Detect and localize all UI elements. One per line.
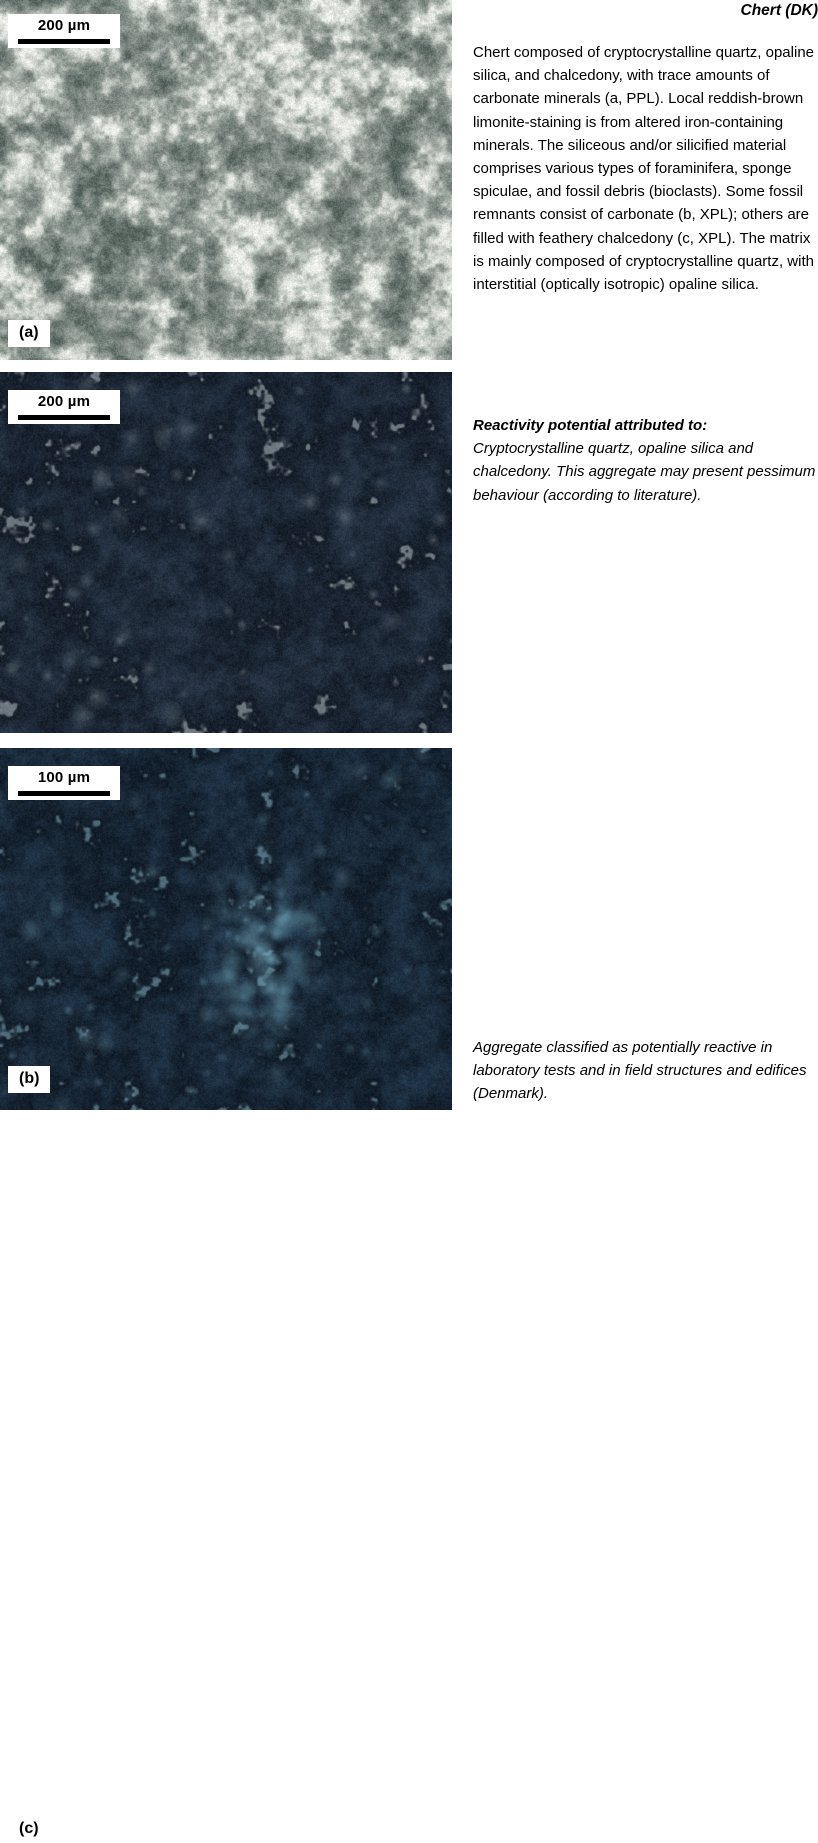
scale-bar-label-b: 200 µm <box>18 393 110 411</box>
scale-bar-rule-c <box>18 791 110 796</box>
page-title: Chert (DK) <box>741 1 818 21</box>
classification-paragraph: Aggregate classified as potentially reactive in laboratory tests and in field structures and edifices (Denmark). <box>473 1036 818 1106</box>
text-column <box>473 0 818 1110</box>
scale-bar-label-a: 200 µm <box>18 17 110 35</box>
panel-tag-a: (a) <box>8 320 50 347</box>
reactivity-heading: Reactivity potential attributed to: <box>473 414 818 437</box>
micrograph-panel-c <box>0 748 452 1110</box>
scale-bar-rule-a <box>18 39 110 44</box>
micrograph-image-c <box>0 748 452 1110</box>
description-paragraph: Chert composed of cryptocrystalline quartz, opaline silica, and chalcedony, with trace amounts of carbonate minerals (a, PPL). Local reddish-brown limonite-staining is from altered iron-containing minerals. The siliceous and/or silicified material comprises various types of foraminifera, sponge spiculae, and fossil debris (bioclasts). Some fossil remnants consist of carbonate (b, XPL); others are filled with feathery chalcedony (c, XPL). The matrix is mainly composed of cryptocrystalline quartz, with interstitial (optically isotropic) opaline silica. <box>473 41 818 296</box>
reactivity-section <box>473 414 818 507</box>
micrograph-figure-column <box>0 0 452 1110</box>
micrograph-image-b <box>0 372 452 733</box>
reactivity-body: Cryptocrystalline quartz, opaline silica and chalcedony. This aggregate may present pessimum behaviour (according to literature). <box>473 437 818 507</box>
panel-tag-b: (b) <box>8 1066 50 1093</box>
micrograph-panel-a <box>0 0 452 360</box>
scale-bar-rule-b <box>18 415 110 420</box>
scale-bar-label-c: 100 µm <box>18 769 110 787</box>
micrograph-image-a <box>0 0 452 360</box>
scale-bar-a <box>8 14 120 48</box>
micrograph-panel-b <box>0 372 452 733</box>
scale-bar-c <box>8 766 120 800</box>
panel-tag-c: (c) <box>8 1816 50 1843</box>
scale-bar-b <box>8 390 120 424</box>
